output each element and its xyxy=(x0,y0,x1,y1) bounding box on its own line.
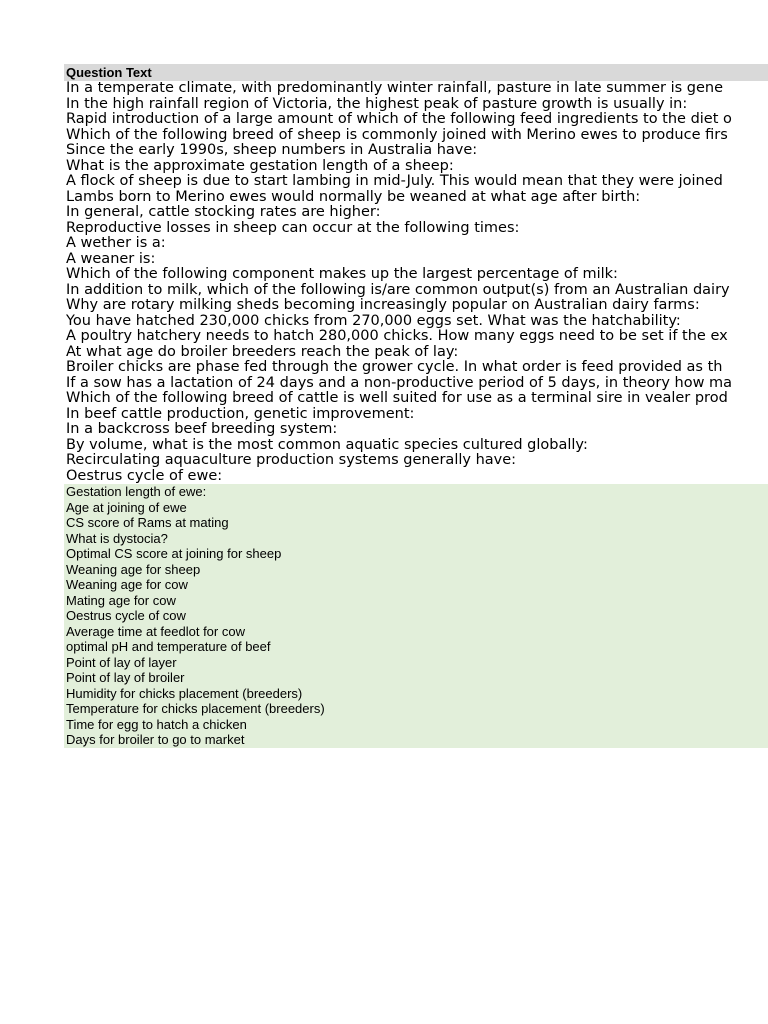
question-cell[interactable]: A poultry hatchery needs to hatch 280,000 chicks. How many eggs need to be set if the ex xyxy=(66,328,728,344)
question-cell[interactable]: You have hatched 230,000 chicks from 270,000 eggs set. What was the hatchability: xyxy=(66,312,681,329)
question-cell[interactable]: A flock of sheep is due to start lambing in mid-July. This would mean that they were joined xyxy=(66,173,723,189)
fact-cell[interactable]: Time for egg to hatch a chicken xyxy=(66,716,247,732)
question-cell[interactable]: Which of the following breed of cattle is well suited for use as a terminal sire in vealer prod xyxy=(66,390,728,406)
question-cell[interactable]: Rapid introduction of a large amount of which of the following feed ingredients to the diet o xyxy=(66,111,732,127)
fact-cell[interactable]: Days for broiler to go to market xyxy=(66,732,245,747)
question-cell[interactable]: At what age do broiler breeders reach the peak of lay: xyxy=(66,343,459,360)
question-cell[interactable]: Why are rotary milking sheds becoming increasingly popular on Australian dairy farms: xyxy=(66,297,700,313)
fact-cell[interactable]: Average time at feedlot for cow xyxy=(66,623,245,639)
question-cell[interactable]: In the high rainfall region of Victoria, the highest peak of pasture growth is usually in: xyxy=(66,95,688,112)
fact-cell[interactable]: Point of lay of broiler xyxy=(66,670,185,685)
question-cell[interactable]: A weaner is: xyxy=(66,250,156,267)
question-cell[interactable]: Which of the following component makes up the largest percentage of milk: xyxy=(66,266,618,282)
question-cell[interactable]: In general, cattle stocking rates are higher: xyxy=(66,204,381,220)
question-cell[interactable]: In addition to milk, which of the following is/are common output(s) from an Australian dairy xyxy=(66,281,730,298)
fact-cell[interactable]: Weaning age for cow xyxy=(66,577,188,592)
fact-list xyxy=(64,484,768,748)
fact-cell[interactable]: Humidity for chicks placement (breeders) xyxy=(66,685,303,701)
fact-cell[interactable]: Optimal CS score at joining for sheep xyxy=(66,546,282,561)
question-cell[interactable]: In beef cattle production, genetic improvement: xyxy=(66,405,415,422)
question-cell[interactable]: Which of the following breed of sheep is commonly joined with Merino ewes to produce firs xyxy=(66,126,728,143)
fact-cell[interactable]: What is dystocia? xyxy=(66,530,168,546)
question-cell[interactable]: If a sow has a lactation of 24 days and a non-productive period of 5 days, in theory how ma xyxy=(66,374,733,391)
fact-cell[interactable]: Gestation length of ewe: xyxy=(66,484,207,499)
question-cell[interactable]: Recirculating aquaculture production systems generally have: xyxy=(66,452,517,468)
question-cell[interactable]: Since the early 1990s, sheep numbers in Australia have: xyxy=(66,142,478,158)
question-cell[interactable]: What is the approximate gestation length of a sheep: xyxy=(66,157,454,174)
question-cell[interactable]: Reproductive losses in sheep can occur at the following times: xyxy=(66,219,520,236)
question-cell[interactable]: A wether is a: xyxy=(66,235,166,251)
question-cell[interactable]: In a temperate climate, with predominantly winter rainfall, pasture in late summer is gene xyxy=(66,80,724,96)
fact-cell[interactable]: Temperature for chicks placement (breeders) xyxy=(66,701,325,716)
fact-cell[interactable]: Point of lay of layer xyxy=(66,654,177,670)
fact-cell[interactable]: Weaning age for sheep xyxy=(66,561,201,577)
fact-cell[interactable]: Age at joining of ewe xyxy=(66,499,187,515)
fact-cell[interactable]: Mating age for cow xyxy=(66,592,176,608)
question-cell[interactable]: Broiler chicks are phase fed through the grower cycle. In what order is feed provided as th xyxy=(66,359,723,375)
question-list xyxy=(64,81,768,484)
spreadsheet-column xyxy=(64,64,768,748)
fact-cell[interactable]: optimal pH and temperature of beef xyxy=(66,639,271,654)
fact-cell[interactable]: Oestrus cycle of cow xyxy=(66,608,186,623)
question-cell[interactable]: In a backcross beef breeding system: xyxy=(66,421,338,437)
question-cell[interactable]: By volume, what is the most common aquatic species cultured globally: xyxy=(66,436,588,453)
column-header[interactable]: Question Text xyxy=(64,64,768,81)
question-cell[interactable]: Oestrus cycle of ewe: xyxy=(66,467,223,484)
fact-cell[interactable]: CS score of Rams at mating xyxy=(66,515,229,530)
question-cell[interactable]: Lambs born to Merino ewes would normally be weaned at what age after birth: xyxy=(66,188,641,205)
